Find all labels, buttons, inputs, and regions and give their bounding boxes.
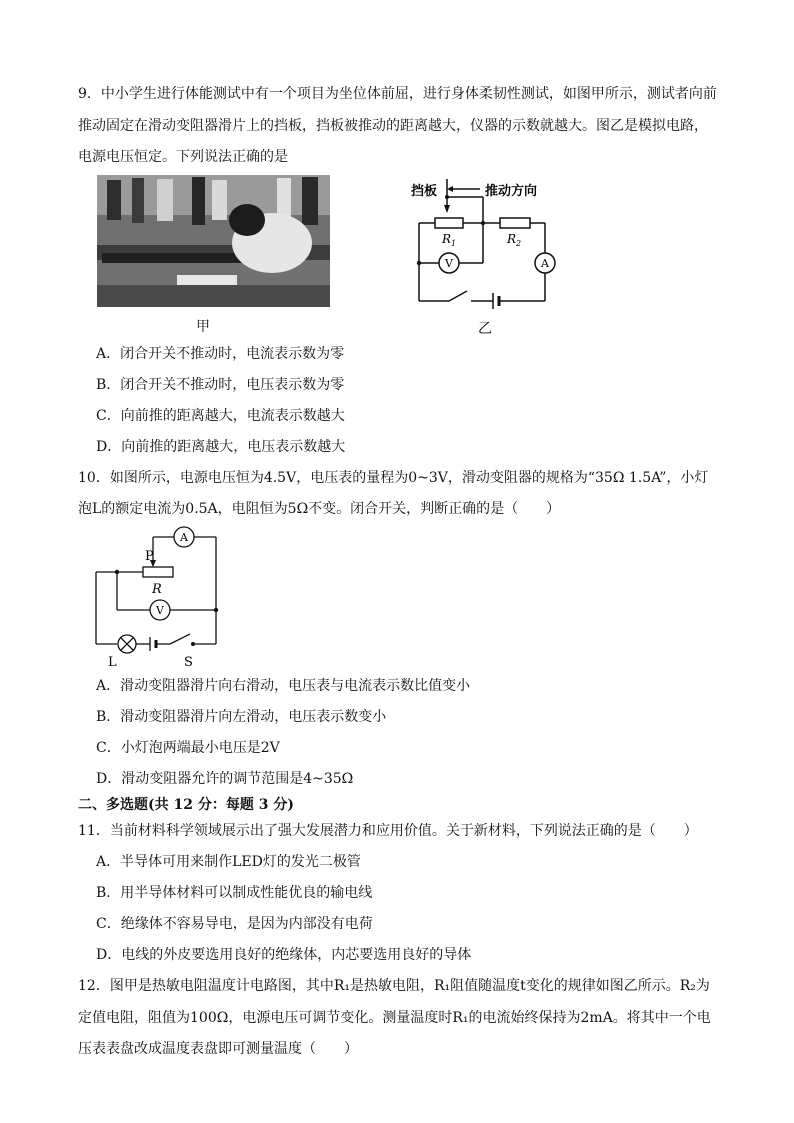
slider-p-label: P [145,549,154,564]
q9-circuit [405,175,575,335]
q12-line3: 压表表盘改成温度表盘即可测量温度（ ） [78,1041,358,1057]
rheostat-r-label: R [152,582,162,597]
q9-line1: 9．中小学生进行体能测试中有一个项目为坐位体前屈，进行身体柔韧性测试，如图甲所示，测试者向前 [78,86,717,102]
q10-option-d: D．滑动变阻器允许的调节范围是4~35Ω [96,771,354,787]
q11-option-b: B．用半导体材料可以制成性能优良的输电线 [96,885,373,901]
q11-option-c: C．绝缘体不容易导电，是因为内部没有电荷 [96,916,373,932]
push-dir-label: 推动方向 [485,184,538,199]
q9-option-c: C．向前推的距离越大，电流表示数越大 [96,408,345,424]
baffle-label: 挡板 [411,184,438,199]
node-dot [191,642,195,646]
q9-option-b: B．闭合开关不推动时，电压表示数为零 [96,377,345,393]
q10-circuit [90,522,230,668]
q9-option-a: A．闭合开关不推动时，电流表示数为零 [96,346,345,362]
q9-line2: 推动固定在滑动变阻器滑片上的挡板，挡板被推动的距离越大，仪器的示数就越大。图乙是模拟电路， [78,118,708,134]
q9-photo-art [97,175,330,307]
q9-option-d: D．向前推的距离越大，电压表示数越大 [96,439,346,455]
node-dot [214,608,218,612]
q9-fig-right-caption: 乙 [478,321,492,337]
r2-label: $R_2$ [507,232,522,248]
voltmeter-label: V [156,604,164,617]
node-dot [445,195,449,199]
q12-line2: 定值电阻，阻值为100Ω，电源电压可调节变化。测量温度时R₁的电流始终保持为2mA。将其中一个电 [78,1010,711,1026]
lamp-l-label: L [108,655,117,668]
q9-photo [97,175,330,307]
section2-title: 二、多选题(共 12 分：每题 3 分) [78,797,294,813]
q11-option-a: A．半导体可用来制作LED灯的发光二极管 [96,854,361,870]
q10-option-c: C．小灯泡两端最小电压是2V [96,740,280,756]
q10-option-a: A．滑动变阻器滑片向右滑动，电压表与电流表示数比值变小 [96,678,471,694]
r1-label: $R_1$ [442,232,457,248]
voltmeter-label: V [445,257,453,270]
node-dot [481,221,485,225]
q9-fig-left-caption: 甲 [196,319,210,335]
node-dot [115,570,119,574]
q11-option-d: D．电线的外皮要选用良好的绝缘体，内芯要选用良好的导体 [96,947,472,963]
q10-line1: 10．如图所示，电源电压恒为4.5V，电压表的量程为0~3V，滑动变阻器的规格为“35Ω 1.5A”，小灯 [78,470,709,486]
switch-s-label: S [184,655,193,668]
ammeter-label: A [541,257,549,270]
node-dot [417,261,421,265]
q9-line3: 电源电压恒定。下列说法正确的是 [78,149,288,165]
q10-line2: 泡L的额定电流为0.5A，电阻恒为5Ω不变。闭合开关，判断正确的是（ ） [78,501,561,517]
q10-option-b: B．滑动变阻器滑片向左滑动，电压表示数变小 [96,709,387,725]
q12-line1: 12．图甲是热敏电阻温度计电路图，其中R₁是热敏电阻，R₁阻值随温度t变化的规律如图乙所示。R₂为 [78,978,710,994]
q11-line1: 11．当前材料科学领域展示出了强大发展潜力和应用价值。关于新材料，下列说法正确的是（ ） [78,823,698,839]
ammeter-label: A [180,531,188,544]
